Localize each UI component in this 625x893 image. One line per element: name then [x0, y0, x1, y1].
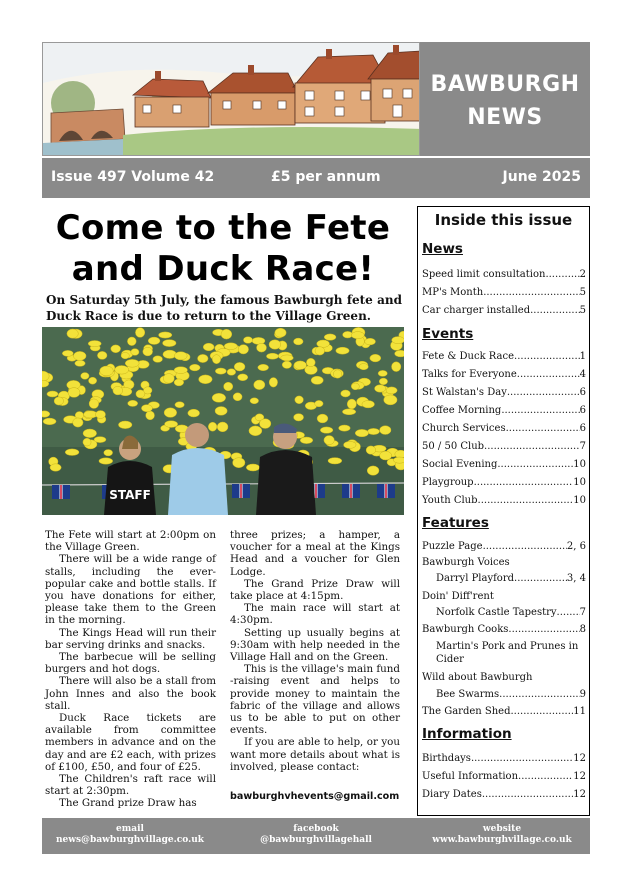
- article-column-1: [45, 529, 216, 810]
- rubber-duck: [94, 437, 106, 443]
- rubber-duck: [375, 385, 386, 392]
- article-column-2: [230, 529, 400, 773]
- headline-line2: and Duck Race!: [71, 249, 375, 289]
- toc-item[interactable]: Talks for Everyone ..... 4: [422, 369, 586, 381]
- rubber-duck: [224, 343, 237, 350]
- rubber-duck: [89, 399, 99, 409]
- rubber-duck: [174, 379, 184, 386]
- article-paragraph: This is the village's main fund -raising event and helps to provide money to maintain the fabric of the village and allows us to be able to put on other events.: [230, 663, 401, 737]
- rubber-duck: [43, 418, 56, 425]
- rubber-duck: [146, 411, 155, 420]
- rubber-duck: [351, 383, 359, 390]
- rubber-duck: [164, 408, 177, 418]
- rubber-duck: [282, 361, 291, 368]
- rubber-duck: [315, 400, 323, 406]
- rubber-duck: [258, 364, 269, 370]
- rubber-duck: [246, 464, 259, 471]
- rubber-duck: [257, 343, 267, 352]
- rubber-duck: [163, 374, 174, 384]
- rubber-duck: [233, 458, 245, 468]
- rubber-duck: [113, 386, 123, 395]
- toc-item[interactable]: Fete & Duck Race ..... 1: [422, 351, 586, 363]
- rubber-duck: [75, 360, 85, 366]
- rubber-duck: [365, 338, 376, 345]
- rubber-duck: [100, 366, 114, 376]
- rubber-duck: [217, 422, 228, 432]
- toc-item[interactable]: St Walstan's Day ..... 6: [422, 387, 586, 399]
- toc-item[interactable]: MP's Month ..... 5: [422, 287, 586, 299]
- rubber-duck: [294, 414, 304, 421]
- toc-item[interactable]: Coffee Morning ..... 6: [422, 405, 586, 417]
- rubber-duck: [96, 411, 106, 419]
- rubber-duck: [188, 409, 200, 417]
- rubber-duck: [368, 428, 380, 434]
- rubber-duck: [281, 355, 294, 361]
- rubber-duck: [175, 402, 184, 408]
- toc-item[interactable]: 50 / 50 Club ..... 7: [422, 441, 586, 453]
- rubber-duck: [212, 393, 226, 402]
- rubber-duck: [62, 350, 73, 356]
- rubber-duck: [89, 377, 97, 384]
- rubber-duck: [347, 399, 356, 409]
- rubber-duck: [174, 352, 187, 360]
- rubber-duck: [233, 393, 242, 401]
- section-heading-features: Features: [422, 515, 489, 531]
- rubber-duck: [254, 380, 265, 390]
- rubber-duck: [266, 353, 278, 359]
- rubber-duck: [393, 457, 404, 463]
- rubber-duck: [135, 328, 144, 338]
- rubber-duck: [224, 382, 233, 391]
- footer-bar: [42, 818, 590, 854]
- rubber-duck: [366, 446, 376, 454]
- rubber-duck: [320, 427, 333, 433]
- rubber-duck: [315, 347, 325, 355]
- subheadline: On Saturday 5th July, the famous Bawburgh fete and Duck Race is due to return to the Village Green.: [46, 293, 402, 323]
- masthead-illustration: [42, 42, 420, 156]
- footer-facebook-label: facebook: [293, 824, 339, 834]
- rubber-duck: [212, 355, 220, 364]
- rubber-duck: [136, 390, 145, 398]
- rubber-duck: [50, 464, 61, 471]
- rubber-duck: [355, 429, 368, 436]
- article-paragraph: The Fete will start at 2:00pm on the Village Green.: [45, 529, 216, 554]
- rubber-duck: [275, 328, 286, 337]
- rubber-duck: [68, 388, 80, 398]
- rubber-duck: [333, 370, 341, 378]
- rubber-duck: [163, 340, 177, 347]
- rubber-duck: [243, 337, 252, 344]
- rubber-duck: [163, 350, 177, 358]
- toc-group-label: Doin' Diff'rent: [422, 591, 494, 602]
- rubber-duck: [47, 391, 58, 397]
- rubber-duck: [395, 350, 404, 357]
- rubber-duck: [221, 329, 232, 339]
- title-line1: BAWBURGH: [430, 72, 580, 97]
- rubber-duck: [379, 378, 387, 385]
- section-heading-events: Events: [422, 326, 474, 342]
- footer-website[interactable]: [414, 824, 590, 846]
- toc-item[interactable]: Darryl Playford ..... 3, 4: [436, 573, 586, 585]
- footer-email[interactable]: [42, 824, 218, 846]
- toc-item[interactable]: Puzzle Page ..... 2, 6: [422, 541, 586, 553]
- toc-subitem[interactable]: Martin's Pork and Prunes in: [436, 641, 579, 652]
- issue-date: June 2025: [502, 169, 581, 185]
- sidebar-title: Inside this issue: [434, 211, 573, 229]
- article-paragraph: The barbecue will be selling burgers and hot dogs.: [45, 651, 216, 676]
- rubber-duck: [215, 407, 227, 416]
- inside-this-issue-box: [417, 206, 590, 816]
- rubber-duck: [234, 362, 245, 371]
- toc-item[interactable]: Speed limit consultation ..... 2: [422, 269, 586, 281]
- rubber-duck: [118, 421, 132, 429]
- rubber-duck: [362, 401, 375, 408]
- rubber-duck: [336, 347, 349, 354]
- rubber-duck: [88, 341, 101, 347]
- rubber-duck: [295, 396, 304, 404]
- rubber-duck: [238, 374, 248, 381]
- toc-group-label: Bawburgh Voices: [422, 557, 510, 568]
- article-paragraph: The main race will start at 4:30pm.: [230, 602, 400, 627]
- rubber-duck: [174, 367, 187, 374]
- toc-item[interactable]: Diary Dates ..... 12: [422, 789, 586, 801]
- toc-item[interactable]: Useful Information ..... 12: [422, 771, 586, 783]
- rubber-duck: [54, 397, 63, 405]
- rubber-duck: [227, 369, 236, 376]
- rubber-duck: [294, 361, 307, 370]
- article-paragraph: three prizes; a hamper, a voucher for a meal at the Kings Head and a voucher for Glen Lodge.: [230, 529, 400, 578]
- rubber-duck: [324, 436, 334, 445]
- article-paragraph: Duck Race tickets are available from committee members in advance and on the day and are £2 each, with prizes of £100, £50, and four of £25.: [45, 712, 216, 773]
- rubber-duck: [341, 390, 351, 397]
- rubber-duck: [83, 429, 97, 438]
- rubber-duck: [359, 364, 368, 370]
- headline: [42, 208, 404, 290]
- section-heading-information: Information: [422, 726, 512, 742]
- rubber-duck: [378, 370, 387, 376]
- rubber-duck: [199, 375, 213, 384]
- footer-website-value[interactable]: www.bawburghvillage.co.uk: [432, 835, 572, 845]
- newsletter-title: [420, 42, 590, 156]
- rubber-duck: [215, 368, 226, 374]
- rubber-duck: [238, 345, 248, 354]
- rubber-duck: [67, 329, 78, 338]
- rubber-duck: [127, 337, 136, 346]
- rubber-duck: [97, 351, 107, 359]
- footer-facebook[interactable]: [218, 824, 414, 846]
- toc-item[interactable]: Youth Club ..... 10: [422, 495, 586, 507]
- rubber-duck: [148, 337, 160, 344]
- toc-item[interactable]: Birthdays ..... 12: [422, 753, 586, 765]
- toc-group-label: Wild about Bawburgh: [422, 672, 533, 683]
- rubber-duck: [143, 347, 153, 356]
- rubber-duck: [104, 450, 113, 456]
- article-paragraph: There will also be a stall from John Innes and also the book stall.: [45, 675, 216, 712]
- rubber-duck: [159, 332, 172, 338]
- rubber-duck: [269, 378, 277, 388]
- toc-item[interactable]: Bee Swarms ..... 9: [436, 689, 586, 701]
- rubber-duck: [115, 366, 129, 375]
- issue-bar: [42, 158, 590, 198]
- toc-item[interactable]: The Garden Shed ..... 11: [422, 706, 586, 718]
- rubber-duck: [342, 409, 355, 415]
- subscription-price: £5 per annum: [271, 169, 381, 185]
- rubber-duck: [83, 438, 91, 446]
- rubber-duck: [300, 437, 313, 444]
- rubber-duck: [339, 425, 351, 431]
- rubber-duck: [74, 351, 87, 360]
- rubber-duck: [328, 458, 342, 464]
- rubber-duck: [128, 400, 138, 406]
- article-paragraph: If you are able to help, or you want more details about what is involved, please contact:: [230, 736, 400, 773]
- rubber-duck: [344, 441, 357, 448]
- rubber-duck: [370, 354, 381, 362]
- footer-email-label: email: [116, 824, 144, 834]
- rubber-duck: [111, 345, 121, 353]
- rubber-duck: [190, 364, 201, 371]
- rubber-duck: [380, 426, 391, 435]
- rubber-duck: [81, 373, 89, 380]
- toc-item[interactable]: Church Services ..... 6: [422, 423, 586, 435]
- section-heading-news: News: [422, 241, 463, 257]
- article-paragraph: Setting up usually begins at 9:30am with help needed in the Village Hall and on the Green.: [230, 626, 400, 664]
- rubber-duck: [125, 359, 139, 367]
- footer-facebook-value[interactable]: @bawburghvillagehall: [260, 835, 372, 845]
- article-paragraph: The Kings Head will run their bar serving drinks and snacks.: [45, 626, 216, 651]
- rubber-duck: [324, 334, 336, 340]
- rubber-duck: [306, 358, 315, 366]
- rubber-duck: [141, 405, 152, 412]
- rubber-duck: [317, 340, 330, 347]
- rubber-duck: [260, 419, 271, 429]
- rubber-duck: [165, 421, 178, 428]
- headline-line1: Come to the Fete: [55, 208, 391, 248]
- rubber-duck: [269, 340, 281, 349]
- title-line2: NEWS: [467, 105, 543, 130]
- rubber-duck: [392, 337, 404, 344]
- staff-shirt-text: STAFF: [109, 488, 151, 502]
- toc-item[interactable]: Social Evening ..... 10: [422, 459, 586, 471]
- rubber-duck: [294, 338, 304, 345]
- rubber-duck: [208, 422, 217, 431]
- article-paragraph: There will be a wide range of stalls, including the ever-popular cake and bottle stalls. If you have donations for either, please take them to the Green in the morning.: [45, 553, 216, 627]
- rubber-duck: [198, 354, 209, 362]
- toc-item[interactable]: Norfolk Castle Tapestry ..... 7: [436, 607, 586, 619]
- rubber-duck: [367, 466, 379, 475]
- rubber-duck: [73, 418, 83, 427]
- contact-email-link[interactable]: bawburghvhevents@gmail.com: [230, 791, 400, 802]
- rubber-duck: [386, 387, 397, 394]
- toc-subitem[interactable]: Cider: [436, 654, 464, 665]
- article-paragraph: The Grand prize Draw has: [59, 797, 197, 810]
- rubber-duck: [392, 362, 401, 372]
- rubber-duck: [99, 458, 113, 464]
- article-paragraph: The Grand Prize Draw will take place at 4:15pm.: [230, 577, 400, 603]
- toc-item[interactable]: Car charger installed ..... 5: [422, 305, 586, 317]
- toc-item[interactable]: Bawburgh Cooks ..... 8: [422, 624, 586, 636]
- footer-email-value[interactable]: news@bawburghvillage.co.uk: [55, 835, 205, 845]
- rubber-duck: [384, 395, 397, 405]
- rubber-duck: [250, 398, 259, 404]
- rubber-duck: [153, 356, 163, 363]
- toc-item[interactable]: Playgroup ..... 10: [422, 477, 586, 489]
- rubber-duck: [65, 449, 79, 456]
- rubber-duck: [42, 411, 50, 417]
- rubber-duck: [317, 414, 328, 423]
- rubber-duck: [380, 451, 392, 460]
- rubber-duck: [249, 426, 262, 436]
- rubber-duck: [121, 352, 129, 358]
- rubber-duck: [311, 376, 323, 384]
- rubber-duck: [351, 332, 364, 339]
- article-paragraph: The Children's raft race will start at 2:30pm.: [45, 773, 216, 798]
- footer-website-label: website: [482, 824, 522, 834]
- duck-race-photo: [42, 327, 404, 515]
- issue-number: Issue 497 Volume 42: [51, 169, 215, 185]
- rubber-duck: [203, 343, 214, 351]
- rubber-duck: [131, 349, 139, 356]
